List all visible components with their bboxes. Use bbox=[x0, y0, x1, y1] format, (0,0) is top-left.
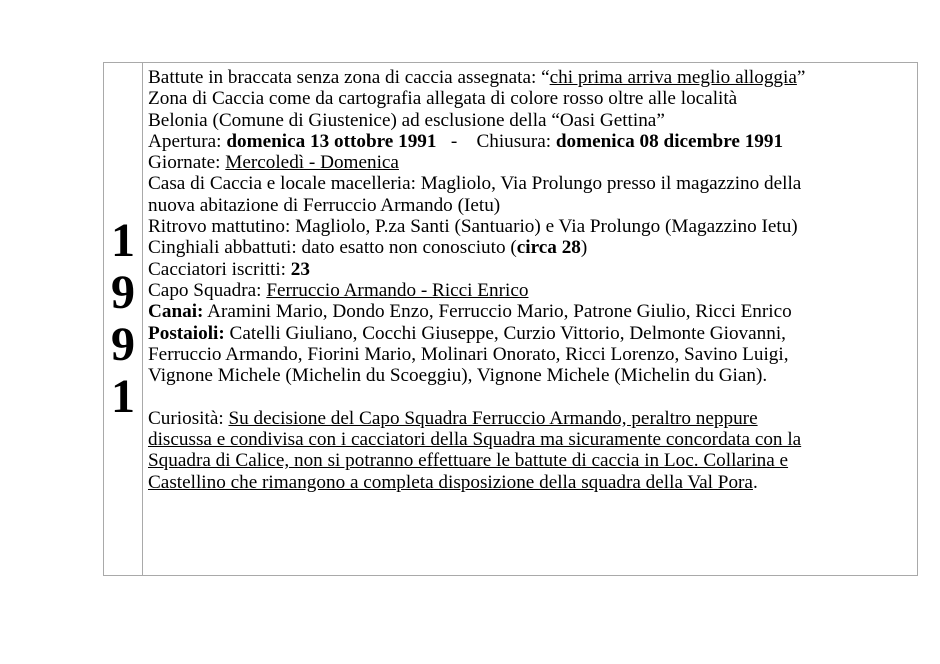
casa-line-1: Casa di Caccia e locale macelleria: Magliolo, Via Prolungo presso il magazzino della bbox=[148, 173, 802, 195]
curiosita-line-1 bbox=[148, 408, 917, 429]
casa-line-2: nuova abitazione di Ferruccio Armando (Ietu) bbox=[148, 194, 501, 216]
curiosita-text-4: Castellino che rimangono a completa disposizione della squadra della Val Pora bbox=[148, 471, 753, 493]
apertura-separator: - bbox=[436, 130, 477, 152]
year-digit: 9 bbox=[111, 318, 135, 371]
curiosita-text-1: Su decisione del Capo Squadra Ferruccio Armando, peraltro neppure bbox=[228, 407, 758, 429]
curiosita-line-2 bbox=[148, 429, 917, 450]
curiosita-end: . bbox=[752, 471, 758, 493]
cinghiali-suffix: ) bbox=[580, 237, 588, 259]
intro-suffix: ” bbox=[796, 67, 806, 88]
year-digit: 1 bbox=[111, 370, 135, 423]
cacciatori-value: 23 bbox=[290, 258, 310, 280]
intro-motto: chi prima arriva meglio alloggia bbox=[549, 67, 797, 88]
season-details bbox=[143, 63, 917, 575]
intro-prefix: Battute in braccata senza zona di caccia assegnata: “ bbox=[148, 67, 550, 88]
postaioli-names-1: Catelli Giuliano, Cocchi Giuseppe, Curzio Vittorio, Delmonte Giovanni, bbox=[224, 322, 786, 344]
curiosita-text-2: discussa e condivisa con i cacciatori della Squadra ma sicuramente concordata con la bbox=[148, 429, 802, 451]
hunting-season-table bbox=[103, 62, 918, 576]
apertura-label: Apertura: bbox=[148, 130, 227, 152]
cacciatori-label: Cacciatori iscritti: bbox=[148, 258, 291, 280]
curiosita-line-3 bbox=[148, 450, 917, 471]
canai-label: Canai: bbox=[148, 301, 204, 323]
postaioli-line-1 bbox=[148, 323, 917, 344]
curiosita-text-3: Squadra di Calice, non si potranno effettuare le battute di caccia in Loc. Collarina e bbox=[148, 450, 789, 472]
year-column bbox=[104, 63, 143, 575]
capo-label: Capo Squadra: bbox=[148, 279, 267, 301]
year-digit: 1 bbox=[111, 214, 135, 267]
cacciatori-line bbox=[148, 259, 917, 280]
cinghiali-prefix: Cinghiali abbattuti: dato esatto non conosciuto ( bbox=[148, 237, 517, 259]
capo-line bbox=[148, 280, 917, 301]
postaioli-line-3: Vignone Michele (Michelin du Scoeggiu), Vignone Michele (Michelin du Gian). bbox=[148, 365, 768, 387]
postaioli-line-2: Ferruccio Armando, Fiorini Mario, Molinari Onorato, Ricci Lorenzo, Savino Luigi, bbox=[148, 343, 789, 365]
apertura-line bbox=[148, 131, 917, 152]
year-digit: 9 bbox=[111, 266, 135, 319]
canai-line bbox=[148, 301, 917, 322]
giornate-line bbox=[148, 152, 917, 173]
cinghiali-count: circa 28 bbox=[516, 237, 581, 259]
cinghiali-line bbox=[148, 237, 917, 258]
chiusura-value: domenica 08 dicembre 1991 bbox=[555, 130, 784, 152]
zona-line-2: Belonia (Comune di Giustenice) ad esclusione della “Oasi Gettina” bbox=[148, 109, 665, 131]
curiosita-line-4 bbox=[148, 472, 917, 493]
ritrovo-line: Ritrovo mattutino: Magliolo, P.za Santi (Santuario) e Via Prolungo (Magazzino Ietu) bbox=[148, 216, 798, 238]
postaioli-label: Postaioli: bbox=[148, 322, 225, 344]
apertura-value: domenica 13 ottobre 1991 bbox=[226, 130, 437, 152]
spacer bbox=[148, 386, 917, 407]
canai-value: Aramini Mario, Dondo Enzo, Ferruccio Mario, Patrone Giulio, Ricci Enrico bbox=[203, 301, 792, 323]
giornate-value: Mercoledì - Domenica bbox=[225, 152, 399, 174]
curiosita-label: Curiosità: bbox=[148, 407, 229, 429]
giornate-label: Giornate: bbox=[148, 152, 226, 174]
capo-value: Ferruccio Armando - Ricci Enrico bbox=[266, 279, 529, 301]
chiusura-label: Chiusura: bbox=[476, 130, 556, 152]
zona-line-1: Zona di Caccia come da cartografia allegata di colore rosso oltre alle località bbox=[148, 88, 738, 110]
intro-line bbox=[148, 67, 917, 88]
